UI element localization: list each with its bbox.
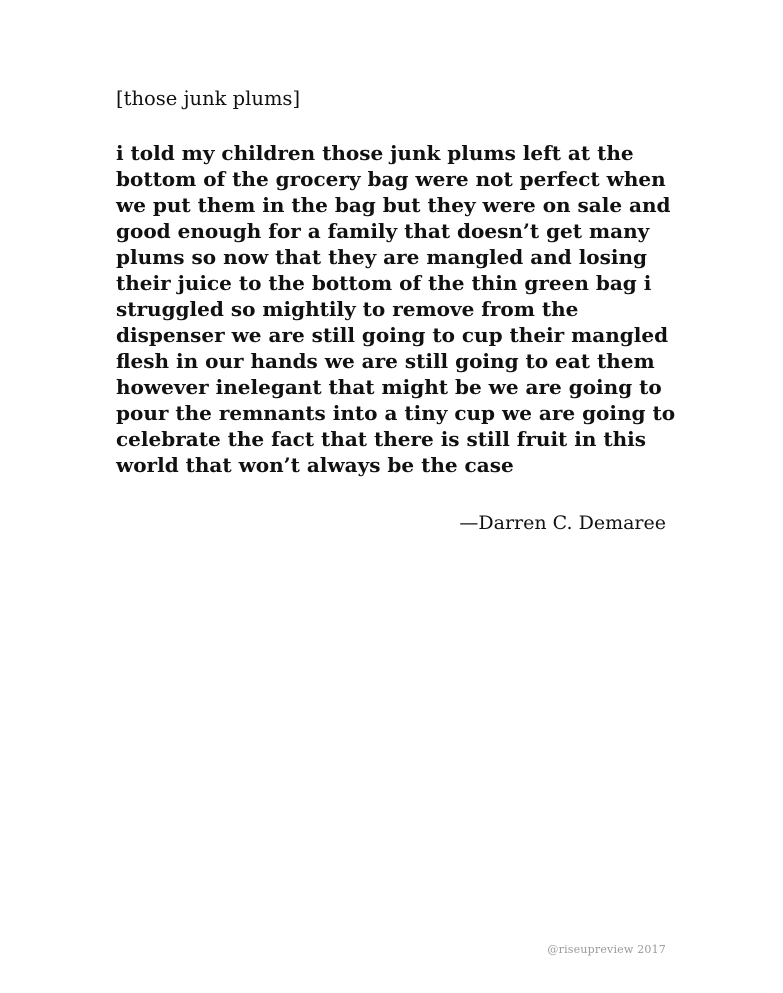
poem-line: pour the remnants into a tiny cup we are going to	[116, 401, 676, 425]
poem-line: flesh in our hands we are still going to eat them	[116, 349, 655, 373]
author-byline: —Darren C. Demaree	[459, 512, 666, 534]
poem-line: world that won’t always be the case	[116, 453, 514, 477]
poem-line: however inelegant that might be we are going to	[116, 375, 662, 399]
poem-line: bottom of the grocery bag were not perfect when	[116, 167, 666, 191]
poem-title: [those junk plums]	[116, 87, 301, 110]
poem-line: i told my children those junk plums left at the	[116, 141, 634, 165]
poem-line: struggled so mightily to remove from the	[116, 297, 579, 321]
poem-line: celebrate the fact that there is still fruit in this	[116, 427, 646, 451]
poem-line: plums so now that they are mangled and losing	[116, 245, 648, 269]
poem-line: good enough for a family that doesn’t get many	[116, 219, 650, 243]
poem-line: their juice to the bottom of the thin green bag i	[116, 271, 652, 295]
poem-line: dispenser we are still going to cup their mangled	[116, 323, 669, 347]
poem-line: we put them in the bag but they were on sale and	[116, 193, 671, 217]
copyright-footer: @riseupreview 2017	[547, 943, 666, 956]
poem-body	[116, 140, 716, 478]
